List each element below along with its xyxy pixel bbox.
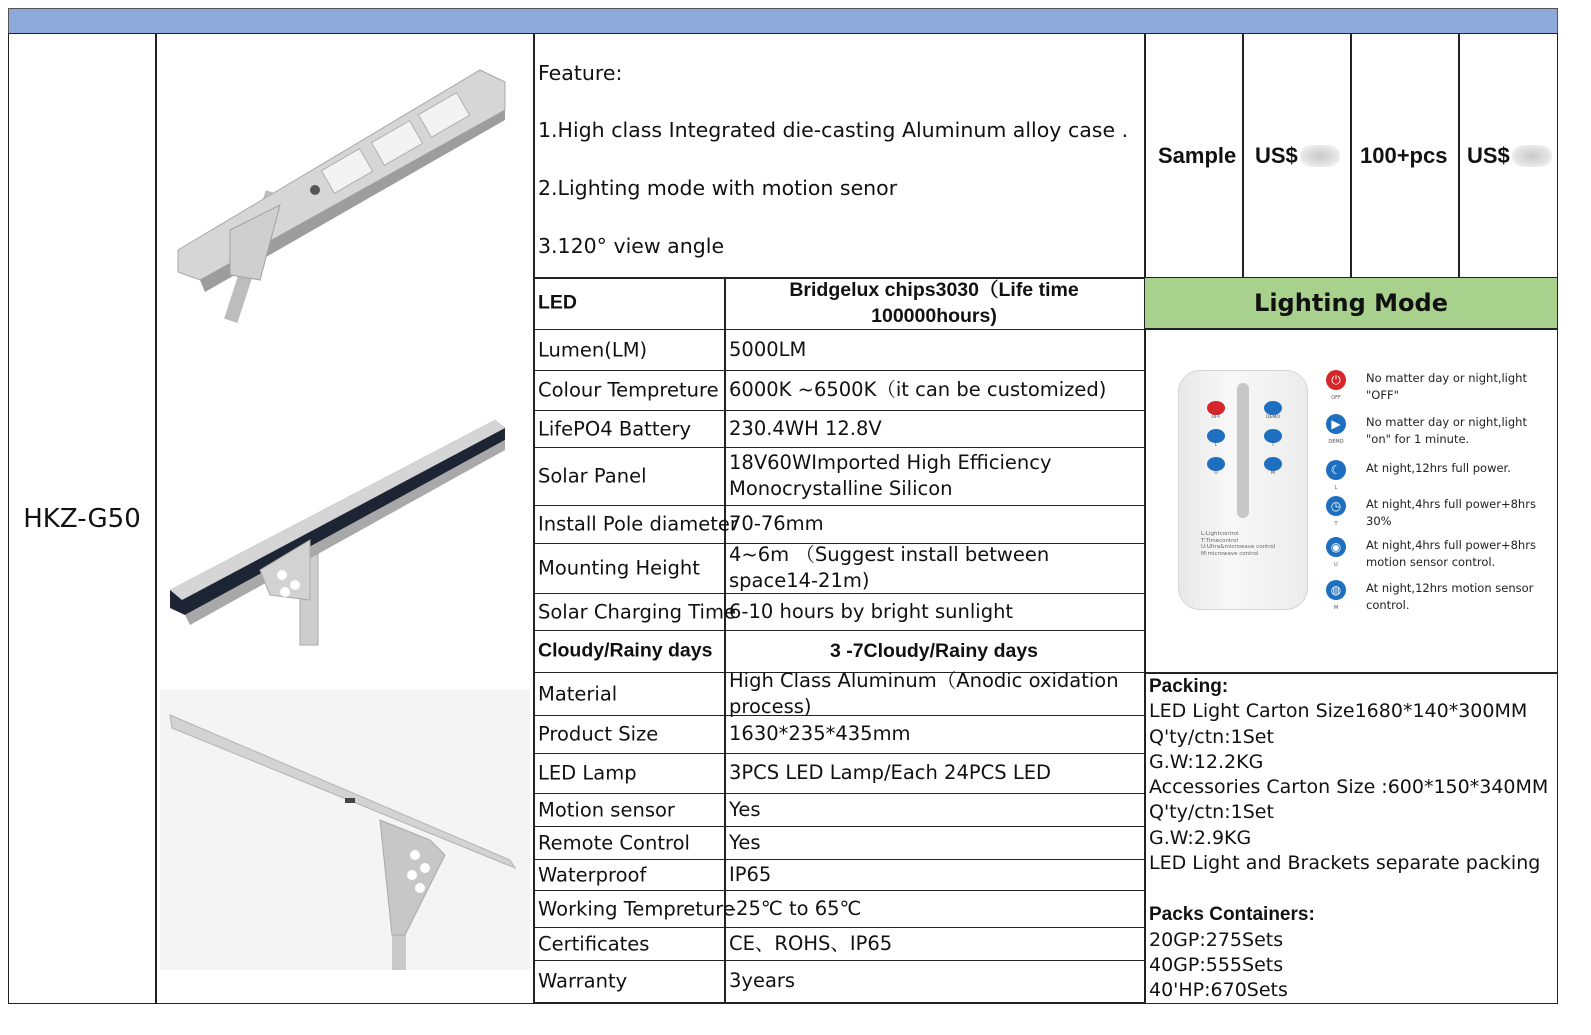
spec-label: Product Size [538, 722, 659, 746]
feature-item: 1.High class Integrated die-casting Aluminum alloy case . [538, 118, 1129, 143]
spec-label: Motion sensor [538, 798, 675, 821]
play-icon: ▶ [1326, 414, 1346, 434]
spec-value: 4~6m （Suggest install between space14-21m) [729, 543, 1050, 592]
spec-row [534, 668, 1145, 718]
moon-icon: ☾ [1326, 460, 1346, 480]
spec-label: LifePO4 Battery [538, 417, 692, 440]
mode-tag: OFF [1331, 395, 1341, 401]
mode-tag: M [1333, 605, 1339, 611]
spec-row [534, 593, 1145, 631]
spec-row [534, 329, 1145, 371]
spec-row [534, 960, 1145, 1003]
mode-description: At night,12hrs full power. [1366, 461, 1511, 475]
spec-value: CE、ROHS、IP65 [729, 931, 893, 955]
spec-label: LED Lamp [538, 761, 637, 785]
spec-label: Material [538, 682, 618, 705]
packing-line: Accessories Carton Size :600*150*340MM [1149, 776, 1549, 799]
street-light-photo-side [160, 690, 530, 970]
spec-label: Solar Charging Time [538, 600, 736, 623]
remote-button-label: L [1214, 443, 1218, 448]
spec-label: Lumen(LM) [538, 338, 648, 361]
spec-label: Waterproof [538, 863, 647, 886]
remote-caption-line: M:microwave control [1201, 550, 1259, 557]
spec-label: Warranty [538, 969, 628, 993]
remote-button-label: T [1271, 443, 1275, 448]
spec-value: 230.4WH 12.8V [729, 416, 882, 440]
mode-tag: L [1334, 485, 1338, 491]
spec-value: Yes [729, 797, 761, 821]
remote-button-label: M [1271, 471, 1275, 476]
spec-row [534, 410, 1145, 448]
packing-line: LED Light and Brackets separate packing [1149, 852, 1541, 875]
remote-button-label: DEMO [1266, 415, 1280, 420]
remote-slot [1237, 383, 1249, 518]
container-line: 40GP:555Sets [1149, 953, 1284, 976]
mode-tag: U [1334, 562, 1338, 568]
mode-description: At night,12hrs motion sensor control. [1366, 581, 1534, 612]
sample-price-currency: US$ [1255, 142, 1298, 168]
remote-button [1264, 401, 1282, 415]
bulk-price-currency: US$ [1467, 142, 1510, 168]
divider [1458, 33, 1460, 278]
bulk-quantity-label: 100+pcs [1360, 142, 1448, 168]
packing-line: Q'ty/ctn:1Set [1149, 801, 1274, 824]
remote-button [1207, 401, 1225, 415]
spec-value: 6000K ~6500K（it can be customized) [729, 378, 1107, 401]
spec-value: 3 -7Cloudy/Rainy days [829, 640, 1039, 662]
packing-line: G.W:12.2KG [1149, 750, 1264, 773]
redacted-price [1512, 145, 1552, 167]
feature-title: Feature: [538, 60, 623, 85]
sensor-icon: ◉ [1326, 537, 1346, 557]
remote-button-label: OFF [1211, 415, 1221, 420]
lighting-mode-header: Lighting Mode [1145, 278, 1557, 328]
model-name: HKZ-G50 [23, 503, 141, 534]
sample-price [1255, 33, 1340, 278]
spec-row [534, 370, 1145, 411]
spec-value: High Class Aluminum（Anodic oxidation process) [729, 668, 1119, 718]
remote-caption-line: U:Ultra&microwave control [1201, 544, 1276, 550]
spec-label: Remote Control [538, 831, 690, 854]
remote-caption-line: L:Lightcontrol [1201, 531, 1239, 537]
spec-label: Colour Tempreture [538, 378, 719, 402]
divider [1145, 328, 1557, 330]
feature-list [538, 30, 1138, 277]
street-light-photo-solar [160, 410, 530, 650]
container-line: 40'HP:670Sets [1149, 979, 1288, 1002]
spec-label: Working Tempreture [538, 897, 735, 920]
container-line: 20GP:275Sets [1149, 928, 1284, 951]
spec-label: Cloudy/Rainy days [538, 639, 713, 662]
power-icon: ⏻ [1326, 370, 1346, 390]
remote-control-image [1178, 370, 1308, 610]
packing-line: Q'ty/ctn:1Set [1149, 725, 1274, 748]
redacted-price [1300, 145, 1340, 167]
remote-button [1207, 457, 1225, 471]
spec-label: Solar Panel [538, 464, 647, 488]
spec-row [534, 826, 1145, 860]
mode-description: At night,4hrs full power+8hrs 30% [1366, 497, 1536, 528]
packing-line: G.W:2.9KG [1149, 826, 1252, 849]
mode-description: No matter day or night,light "OFF" [1366, 371, 1527, 402]
spec-row [534, 715, 1145, 754]
spec-row [534, 859, 1145, 891]
spec-value: Bridgelux chips3030（Life time 100000hours) [789, 279, 1079, 327]
timer-icon: ◷ [1326, 496, 1346, 516]
spec-label: Certificates [538, 932, 650, 955]
containers-title: Packs Containers: [1149, 904, 1315, 926]
spec-value: 18V60WImported High Efficiency Monocrystalline Silicon [729, 451, 1052, 500]
spec-row [534, 277, 1145, 330]
street-light-photo-front [160, 40, 530, 330]
remote-caption-line: T:Timecontrol [1201, 537, 1239, 544]
spec-row [534, 543, 1145, 594]
packing-line: LED Light Carton Size1680*140*300MM [1149, 700, 1528, 723]
remote-button [1207, 429, 1225, 443]
mode-tag: T [1334, 521, 1338, 527]
spec-value: IP65 [729, 862, 772, 886]
spec-row [534, 793, 1145, 827]
divider [1242, 33, 1244, 278]
spec-value: 1630*235*435mm [729, 722, 911, 745]
spec-label: Mounting Height [538, 556, 700, 580]
remote-button [1264, 429, 1282, 443]
remote-button [1264, 457, 1282, 471]
spec-value: 70-76mm [729, 512, 824, 535]
feature-item: 2.Lighting mode with motion senor [538, 175, 898, 200]
motion-icon: ◍ [1326, 580, 1346, 600]
divider [1350, 33, 1352, 278]
spec-row [534, 890, 1145, 928]
mode-description: At night,4hrs full power+8hrs motion sensor control. [1366, 538, 1536, 569]
spec-label: LED [538, 291, 577, 314]
spec-value: 3PCS LED Lamp/Each 24PCS LED [729, 761, 1052, 784]
bulk-price [1467, 33, 1552, 278]
spec-label: Install Pole diameter [538, 512, 738, 536]
spec-row [534, 927, 1145, 961]
spec-row [534, 753, 1145, 794]
mode-tag: DEMO [1328, 439, 1344, 445]
spec-value: 6-10 hours by bright sunlight [729, 599, 1014, 623]
spec-row [534, 505, 1145, 544]
packing-info [1149, 674, 1554, 1004]
packing-title: Packing: [1149, 676, 1229, 697]
spec-value: 3years [729, 969, 796, 992]
remote-button-label: U [1214, 471, 1218, 476]
spec-value: -25℃ to 65℃ [729, 896, 862, 920]
feature-item: 3.120° view angle [538, 233, 725, 258]
mode-description: No matter day or night,light "on" for 1 minute. [1366, 415, 1527, 446]
sample-label: Sample [1158, 142, 1237, 168]
remote-caption [1201, 531, 1275, 557]
spec-value: Yes [729, 830, 761, 854]
spec-value: 5000LM [729, 337, 807, 361]
spec-row [534, 447, 1145, 506]
